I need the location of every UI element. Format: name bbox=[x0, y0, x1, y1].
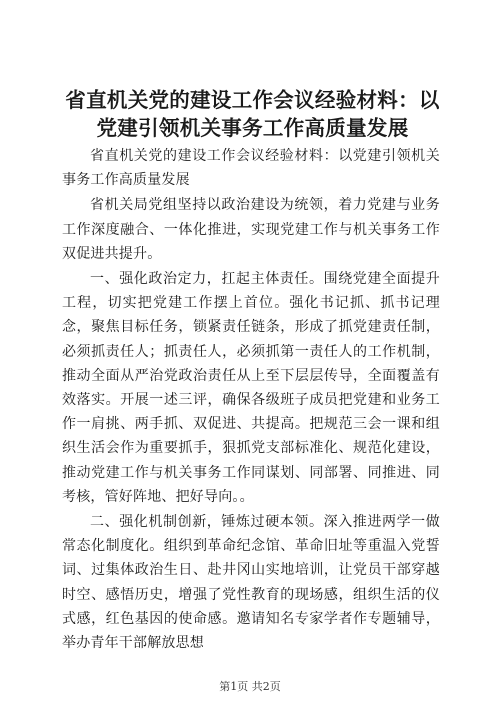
paragraph-subtitle: 省直机关党的建设工作会议经验材料：以党建引领机关事务工作高质量发展 bbox=[62, 148, 440, 189]
page-footer: 第1页 共2页 bbox=[219, 680, 281, 693]
paragraph-section-two: 二、强化机制创新，锤炼过硬本领。深入推进两学一做常态化制度化。组织到革命纪念馆、革命旧址等重温入党誓词、过集体政治生日、赴井冈山实地培训，让党员干部穿越时空、感悟历史，增强了党性教育的现场感，组织生活的仪式感，红色基因的使命感。邀请知名专家学者作专题辅导，举办青年干部解放思想 bbox=[62, 514, 440, 652]
document-title: 省直机关党的建设工作会议经验材料：以党建引领机关事务工作高质量发展 bbox=[65, 88, 440, 140]
paragraph-section-one: 一、强化政治定力，扛起主体责任。围绕党建全面提升工程，切实把党建工作摆上首位。强化书记抓、抓书记理念，聚焦目标任务，锁紧责任链条，形成了抓党建责任制，必须抓责任人；抓责任人，必须抓第一责任人的工作机制，推动全面从严治党政治责任从上至下层层传导，全面覆盖有效落实。开展一述三评，确保各级班子成员把党建和业务工作一肩挑、两手抓、双促进、共提高。把规范三会一课和组织生活会作为重要抓手，狠抓党支部标准化、规范化建设，推动党建工作与机关事务工作同谋划、同部署、同推进、同考核，管好阵地、把好导向。。 bbox=[62, 271, 440, 505]
document-body bbox=[62, 144, 440, 656]
paragraph-intro: 省机关局党组坚持以政治建设为统领，着力党建与业务工作深度融合、一体化推进，实现党建工作与机关事务工作双促进共提升。 bbox=[62, 197, 440, 262]
